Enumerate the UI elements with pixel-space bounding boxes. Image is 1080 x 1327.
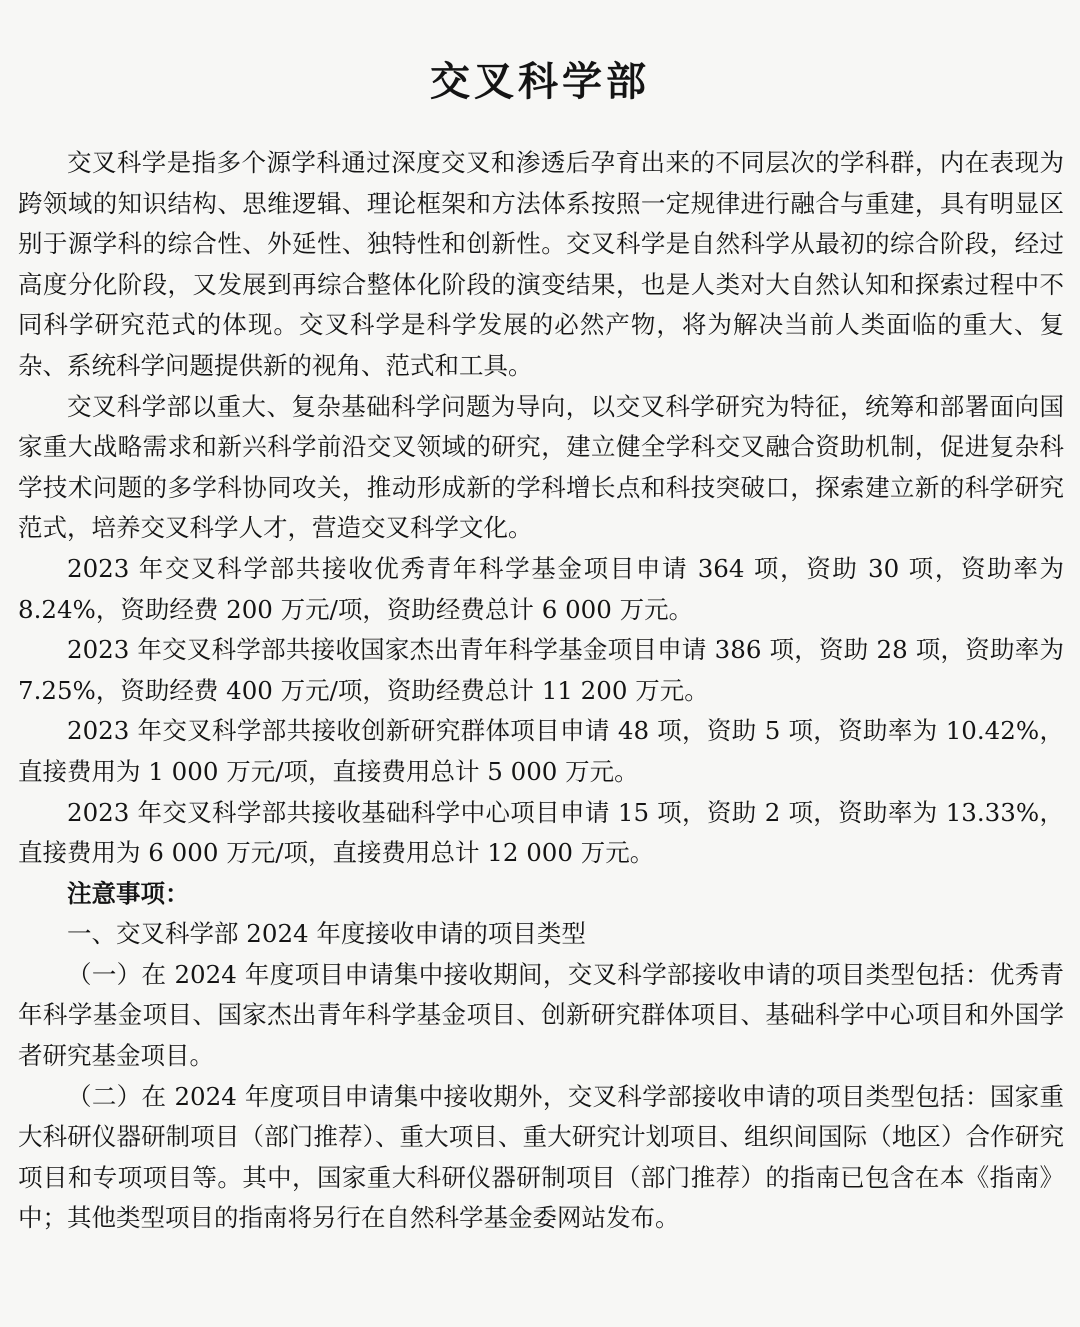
page-title: 交叉科学部 bbox=[430, 59, 650, 105]
document-body bbox=[18, 143, 1064, 1239]
item-two: （二）在 2024 年度项目申请集中接收期外，交叉科学部接收申请的项目类型包括：国家重大科研仪器研制项目（部门推荐）、重大项目、重大研究计划项目、组织间国际（地区）合作研究项目和专项项目等。其中，国家重大科研仪器研制项目（部门推荐）的指南已包含在本《指南》中；其他类型项目的指南将另行在自然科学基金委网站发布。 bbox=[18, 1081, 1064, 1233]
paragraph-youth-fund-stats: 2023 年交叉科学部共接收优秀青年科学基金项目申请 364 项，资助 30 项，资助率为 8.24%，资助经费 200 万元/项，资助经费总计 6 000 万元。 bbox=[18, 553, 1064, 624]
paragraph-research-group-stats: 2023 年交叉科学部共接收创新研究群体项目申请 48 项，资助 5 项，资助率为 10.42%，直接费用为 1 000 万元/项，直接费用总计 5 000 万元。 bbox=[18, 716, 1064, 786]
section-one-heading: 一、交叉科学部 2024 年度接收申请的项目类型 bbox=[67, 919, 586, 949]
item-one: （一）在 2024 年度项目申请集中接收期间，交叉科学部接收申请的项目类型包括：优秀青年科学基金项目、国家杰出青年科学基金项目、创新研究群体项目、基础科学中心项目和外国学者研究基金项目。 bbox=[18, 959, 1064, 1071]
paragraph-intro: 交叉科学是指多个源学科通过深度交叉和渗透后孕育出来的不同层次的学科群，内在表现为跨领域的知识结构、思维逻辑、理论框架和方法体系按照一定规律进行融合与重建，具有明显区别于源学科的综合性、外延性、独特性和创新性。交叉科学是自然科学从最初的综合阶段，经过高度分化阶段，又发展到再综合整体化阶段的演变结果，也是人类对大自然认知和探索过程中不同科学研究范式的体现。交叉科学是科学发展的必然产物，将为解决当前人类面临的重大、复杂、系统科学问题提供新的视角、范式和工具。 bbox=[18, 148, 1064, 380]
paragraph-basic-science-center-stats: 2023 年交叉科学部共接收基础科学中心项目申请 15 项，资助 2 项，资助率为 13.33%，直接费用为 6 000 万元/项，直接费用总计 12 000 万元。 bbox=[18, 797, 1064, 868]
paragraph-mission: 交叉科学部以重大、复杂基础科学问题为导向，以交叉科学研究为特征，统筹和部署面向国家重大战略需求和新兴科学前沿交叉领域的研究，建立健全学科交叉融合资助机制，促进复杂科学技术问题的多学科协同攻关，推动形成新的学科增长点和科技突破口，探索建立新的科学研究范式，培养交叉科学人才，营造交叉科学文化。 bbox=[18, 391, 1064, 543]
paragraph-distinguished-youth-stats: 2023 年交叉科学部共接收国家杰出青年科学基金项目申请 386 项，资助 28 项，资助率为 7.25%，资助经费 400 万元/项，资助经费总计 11 200 万元。 bbox=[18, 635, 1064, 705]
notes-heading: 注意事项： bbox=[67, 878, 190, 908]
